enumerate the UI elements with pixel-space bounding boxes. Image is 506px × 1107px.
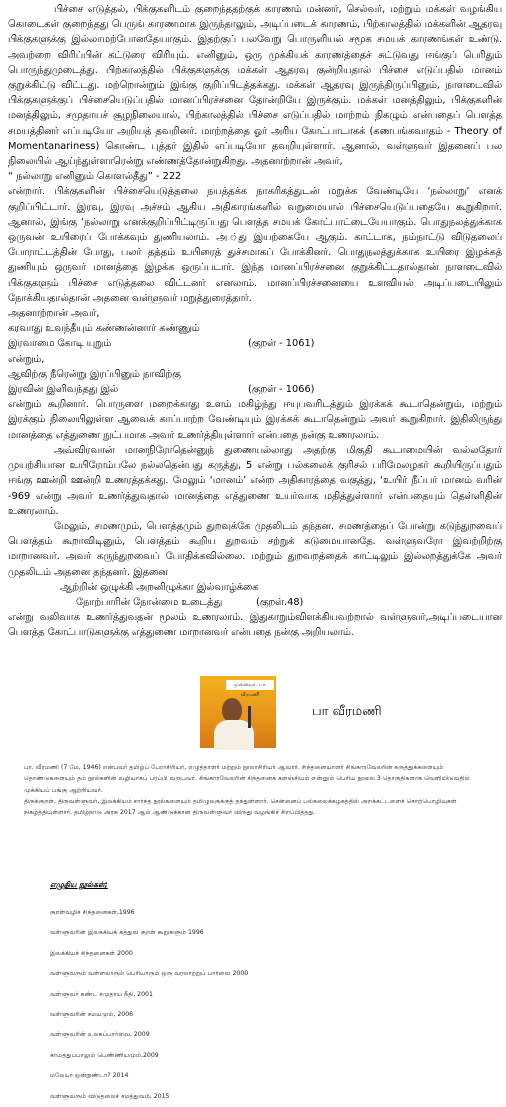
work-item: வள்ளுவரின் உலகப்பார்வை, 2009: [50, 1031, 150, 1039]
article-body: [8, 2, 502, 641]
author-name: பா வீரமணி: [312, 704, 382, 719]
kural-2-line-1: ஆவிற்கு நீரென்று இரப்பினும் நாவிற்கு: [8, 368, 181, 380]
photo-face: [222, 698, 242, 722]
work-item: காமத்துப்பாலும் பெண்ணியமும்,2009: [50, 1051, 159, 1059]
kural-3-ref: (குறள்.48): [256, 596, 304, 608]
paragraph-1: பிச்சை எடுத்தல், பிக்குகளிடம் குறைந்ததற்குக் காரணம் மன்னர், செல்வர், மற்றும் மக்கள் வழங்கிய கொடைகள் குறைந்தது பெருங் காரணமாக இருந்தாலும், அடிப்படைக் காரணம், பிற்காலத்தில் மக்களின் ஆதரவு பிக்குகளுக்கு இல்லாமற்போனதேயாகும். இதற்குப் பலவேறு பொருளியல் சமூக சமயக் காரணங்கள் உண்டு. அவற்றை விரிப்பின் கட்டுரை விரியும். எனினும், ஒரு முக்கியக் காரணத்தைச் சுட்டுவது ஈங்குப் பெரிதும் பொருந்துமுடைத்து. பிற்காலத்தில் பிக்குகளுக்கு மக்கள் ஆதரவு குன்றியதால் பிச்சை எடுப்பதில் மானம் குறுக்கிட்டு விட்டது. மற்றொன்றும் இங்கு குறிப்பிடத்தக்கது. மக்கள் ஆதரவு இருந்திருப்பினும், நாளடைவில் பிக்குகளுக்குப் பிச்சையெடுப்பதில் மானப்பிரச்சனை தோன்றியே இருக்கும். மக்கள் மனத்திலும், பிக்குகளின் மனத்திலும், சமுதாயச் சூழநிலையால், பிற்காலத்தில் பிச்சை எடுப்பதில் மாற்றம் நிகழும் என்பதைப் பௌத்த சமயத்தினர் எப்படியோ அறியத் தவறினர். மாற்றத்தை ஓர் அரிய கோட்பாடாகக் (கணபங்கவாதம் - Theory of Momentanariness) கொண்ட புத்தர் இதில் எப்படியோ தவறியுள்ளார். ஆனால், வள்ளுவர் இதனைப் பல நிலையில் ஆய்ந்துள்ளாரென்று எண்ணத்தோன்றுகிறது. அதனாற்றான் அவர்,: [8, 4, 502, 168]
work-item: மலேயா ஒன்றுண்டா? 2014: [50, 1072, 129, 1080]
kural-1-line-1: கரவாது உவந்தீயும் கண்ணன்னார் கண்ணும்: [8, 323, 200, 335]
paragraph-4: அவ்விரவான் மானநிரோதென்னுந் துணையல்லாது அதற்கு மிகுதி கூடாமையின் வல்லதோர் முயற்சியான உயிரோம்பலே நல்லதென்பது கருத்து, 5 என்று பல்கலைக் குரிசல் பரிமேலழகர் கூறியிருப்பதும் ஈங்கு ஊன்றி ஊன்றி உணரத்தக்கது. மேலும் ‘மானம்’ என்ற அதிகாரத்தை வகுத்து, ‘உயிர் நீப்பர் மானம் வரின் -969 என்று அவர் உணர்த்துவதால் மானத்தை எத்துணை உயர்வாக மதித்துள்ளார் என்பதையும் தெள்ளிதின் உணரலாம்.: [8, 444, 502, 517]
kural-3-line-2-text: நோற்பாரின் நோன்மை உடைத்து: [76, 596, 223, 608]
author-bio: [24, 762, 496, 818]
work-item: வள்ளுவரின் சமயமும், 2006: [50, 1011, 134, 1019]
work-item: வள்ளுவரும் விடுதலைச் சமத்துவம், 2015: [50, 1092, 170, 1100]
quote-line: “ நல்லாறு எனினும் கொளல்தீது” - 222: [8, 171, 182, 183]
kural-2-line-2: [8, 382, 502, 397]
lead-line: அதனாற்றான் அவர்,: [8, 308, 100, 320]
kural-3-line-2: [76, 595, 502, 610]
kural-1-ref: (குறள் - 1061): [248, 338, 315, 350]
connector-line: என்றும்,: [8, 353, 45, 365]
work-item: இலக்கியச் சிந்தனைகள் 2000: [50, 949, 133, 957]
kural-2-line-2-text: இரவின் இளிவந்தது இல்: [8, 384, 119, 396]
kural-1-line-2-text: இரவாமை கோடி யுறும்: [8, 338, 112, 350]
kural-2-ref: (குறள் - 1066): [248, 384, 315, 396]
author-header: [200, 676, 500, 748]
author-photo: [200, 676, 276, 748]
works-list: [50, 903, 490, 1107]
kural-3-line-1: ஆற்றின் ஒழுக்கி அறனிழுக்கா இல்வாழ்க்கை: [60, 581, 259, 593]
kural-1-line-2: [8, 336, 502, 351]
paragraph-2: என்றார். பிக்குகளின் பிச்சையெடுத்தலை நயத்தக்க நாகரிகத்துடன் மறுக்க வேண்டியே ‘நல்லாறு’ எனக் குறிப்பிட்டார். இரவு, இரவு அச்சம் ஆகிய அதிகாரங்களில் வறுமையால் பிச்சையெடுப்பதையே கூறுகிறார். ஆனால், இங்கு ‘நல்லாறு எனக்குறிப்பிட்டிருப்பது பௌத்த சமயக் கோட்பாட்டையேயாகும். பொதுநலத்துக்காக ஒருவன் உயிரைப் போக்கவும் துணியலாம். அ.்து இயற்கையே ஆகும். காட்டாக, நம்நாட்டு விடுதலைப் போராட்டத்தின் போது, பலர் தத்தம் உயிரைத் துச்சமாகப் போக்கினர். பொதுநலத்துக்காக உயிரை இழக்கத் துணியும் ஒருவர் மானத்தை இழக்க ஒருப்படார். இந்த மானப்பிரச்சனை குறுக்கிட்டதால்தான் நாளடைவில் பிக்குகளும் பிச்சை எடுத்தலை விட்டனர் எனலாம். மானப்பிரச்சனையை உளவியல் அடிப்படையிலும் நோக்கியதால்தான் அதனை வள்ளுவர் மறுத்துரைத்தார்.: [8, 186, 502, 304]
work-item: வள்ளுவரும் வள்ளலாரும் பெரியாரும் ஒரு வரலாற்றுப் பார்வை 2000: [50, 970, 249, 978]
paragraph-6: என்று வலிவாக உணர்த்துவதன் மூலம் உணரலாம். இதுகாறும்விளக்கியவற்றால் வள்ளுவர்,அடிப்படையான பௌத்த கோட்பாடுகளுக்கு எத்துணை மாறானவர் என்பதை நன்கு அறியலாம்.: [8, 612, 502, 639]
bio-paragraph-1: பா. வீரமணி (7 மே, 1946) என்பவர் தமிழ்ப் பேராசிரியர், எழுத்தாளர் மற்றும் நூலாசிரியர் ஆவார். சிந்தனையாளர் சிங்காரவேலரின் கருத்துக்களையும் தொண்டுகளையும் தம் நூல்களின் வழியாகப் பரப்பி வருபவர். சிங்காரவேலரின் சிந்தனைக் களஞ்சியம் என்னும் பெரிய நூலை 3 தொகுதிகளாக வெளியிடுவதில் முக்கியப் பங்கு ஆற்றியவர்.: [24, 764, 470, 794]
work-item: குறள்வழிச் சிந்தனைகள்,1996: [50, 909, 135, 916]
work-item: வள்ளுவர் கண்ட சமுதாய நீதி, 2001: [50, 990, 153, 998]
paragraph-3: என்றும் கூறினார். பொருளை மறைக்காது உளம் மகிழ்ந்து ஈயுபவரிடத்தும் இரக்கக் கூடாதென்றும், மற்றும் இரக்கும் நிலையிலுள்ள ஆவைக் காப்பாற்ற வேண்டியும் இரக்கக் கூடாதென்றும் அவர் கூறுகிறார். இதிலிருந்து மானத்தை எத்துணை நுட்பமாக அவர் உணர்த்தியுள்ளார் என்பதை நன்கு உணரலாம்.: [8, 399, 502, 441]
work-item: வள்ளுவரின் இலக்கியக் கத்துவ குறள் கூறுகளும் 1996: [50, 929, 204, 937]
works-heading: எழுதிய நூல்கள்;: [50, 880, 108, 889]
microphone-icon: [248, 706, 251, 728]
photo-caption: முனைவர். பா. வீரமணி: [226, 680, 274, 690]
bio-paragraph-2: திருக்குறள், திருவள்ளுவர், இலக்கியம் சார்ந்த நூல்களையும் தமிழுலகுக்குத் தந்துள்ளார். சென்னைப் பல்கலைக்கழகத்தில் அறக்கட்டளைச் சொற்பொழிவுகள் நிகழ்த்தியுள்ளார். தமிழ்நாடு அரசு 2017 ஆம் ஆண்டுக்கான திருவள்ளுவர் விருது வழங்கிச் சிறப்பித்தது.: [24, 797, 457, 817]
paragraph-5: மேலும், சமணமும், பௌத்தமும் துறவுக்கே முதலிடம் தந்தன. சமணத்தைப் போன்று கடுந்துறவைப் பௌத்தம் கூறாவிடினும், பௌத்தம் கூறிய துறவம் சற்றுக் கடுமையானதே. வள்ளுவரோ இவற்றிற்கு மாறானவர். அவர் கருந்துறவைப் போதிக்கவில்லை. மற்றும் துறவறத்தைக் காட்டிலும் இல்லறத்துக்கே அவர் முதலிடம் அதனை தந்தனர். இதனை: [8, 520, 502, 578]
